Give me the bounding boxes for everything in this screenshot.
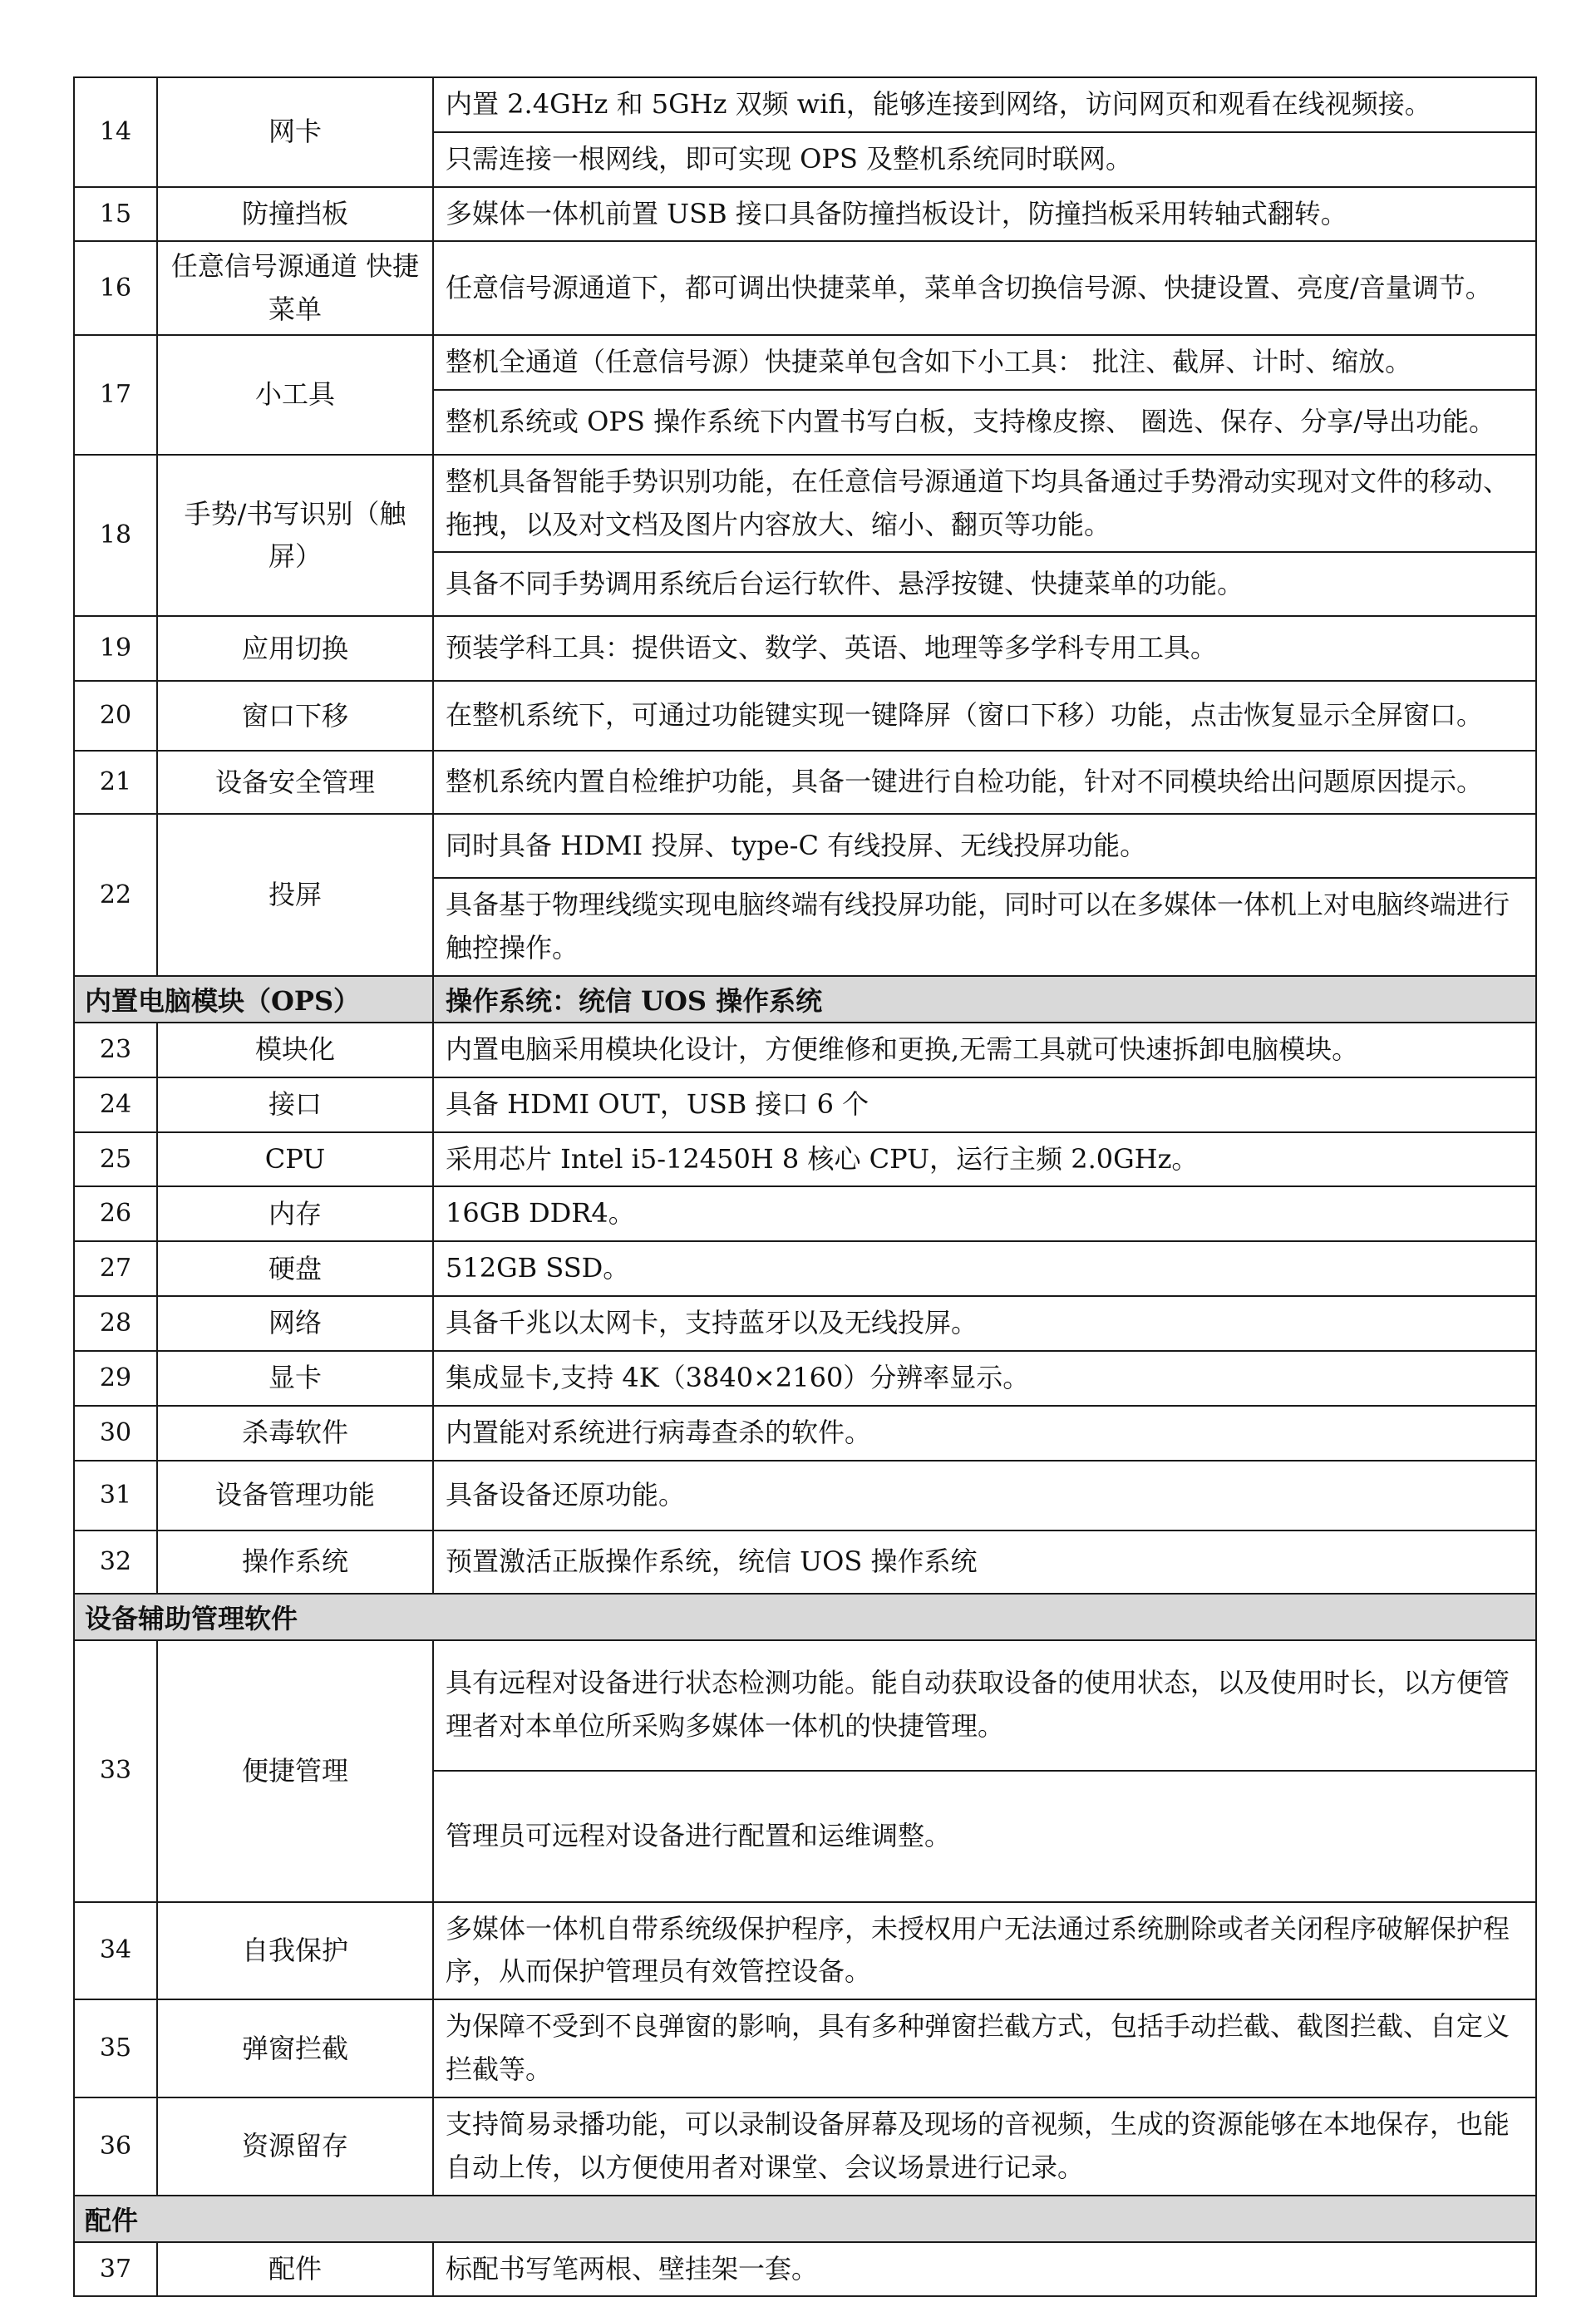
table-row: [74, 241, 1536, 334]
row-name: 投屏: [157, 814, 433, 976]
row-desc: 在整机系统下，可通过功能键实现一键降屏（窗口下移）功能，点击恢复显示全屏窗口。: [433, 681, 1536, 751]
spec-table-body: [74, 77, 1536, 2296]
row-name: 设备管理功能: [157, 1461, 433, 1531]
table-row: [74, 1531, 1536, 1594]
section-row: [74, 2196, 1536, 2242]
table-row: [74, 77, 1536, 132]
row-number: 24: [74, 1077, 157, 1132]
row-desc: 多媒体一体机前置 USB 接口具备防撞挡板设计，防撞挡板采用转轴式翻转。: [433, 187, 1536, 242]
table-row: [74, 681, 1536, 751]
table-row: [74, 1406, 1536, 1461]
row-desc: 只需连接一根网线，即可实现 OPS 及整机系统同时联网。: [433, 132, 1536, 187]
row-name: 接口: [157, 1077, 433, 1132]
table-row: [74, 1461, 1536, 1531]
row-name: CPU: [157, 1132, 433, 1187]
row-desc: 标配书写笔两根、壁挂架一套。: [433, 2242, 1536, 2297]
row-desc: 具备基于物理线缆实现电脑终端有线投屏功能，同时可以在多媒体一体机上对电脑终端进行触控操作。: [433, 878, 1536, 976]
row-desc: 内置能对系统进行病毒查杀的软件。: [433, 1406, 1536, 1461]
table-row: [74, 616, 1536, 681]
row-name: 配件: [157, 2242, 433, 2297]
row-name: 杀毒软件: [157, 1406, 433, 1461]
row-number: 35: [74, 1999, 157, 2097]
row-name: 自我保护: [157, 1902, 433, 2000]
row-number: 23: [74, 1023, 157, 1077]
row-name: 弹窗拦截: [157, 1999, 433, 2097]
row-number: 30: [74, 1406, 157, 1461]
row-desc: 同时具备 HDMI 投屏、type-C 有线投屏、无线投屏功能。: [433, 814, 1536, 878]
row-number: 26: [74, 1186, 157, 1241]
row-number: 19: [74, 616, 157, 681]
row-desc: 内置电脑采用模块化设计，方便维修和更换,无需工具就可快速拆卸电脑模块。: [433, 1023, 1536, 1077]
row-number: 16: [74, 241, 157, 334]
row-desc: 512GB SSD。: [433, 1241, 1536, 1296]
row-number: 34: [74, 1902, 157, 2000]
row-desc: 具备不同手势调用系统后台运行软件、悬浮按键、快捷菜单的功能。: [433, 552, 1536, 616]
table-row: [74, 1023, 1536, 1077]
row-number: 20: [74, 681, 157, 751]
row-desc: 整机全通道（任意信号源）快捷菜单包含如下小工具： 批注、截屏、计时、缩放。: [433, 335, 1536, 390]
row-desc: 具备 HDMI OUT，USB 接口 6 个: [433, 1077, 1536, 1132]
row-desc: 具备设备还原功能。: [433, 1461, 1536, 1531]
row-name: 显卡: [157, 1351, 433, 1406]
row-name: 应用切换: [157, 616, 433, 681]
row-desc: 支持简易录播功能，可以录制设备屏幕及现场的音视频，生成的资源能够在本地保存，也能自动上传，以方便使用者对课堂、会议场景进行记录。: [433, 2097, 1536, 2196]
row-desc: 管理员可远程对设备进行配置和运维调整。: [433, 1771, 1536, 1902]
row-name: 网卡: [157, 77, 433, 187]
table-row: [74, 1640, 1536, 1771]
table-row: [74, 455, 1536, 553]
row-number: 22: [74, 814, 157, 976]
row-number: 31: [74, 1461, 157, 1531]
row-desc: 具备千兆以太网卡，支持蓝牙以及无线投屏。: [433, 1296, 1536, 1351]
row-number: 27: [74, 1241, 157, 1296]
row-number: 28: [74, 1296, 157, 1351]
row-name: 网络: [157, 1296, 433, 1351]
row-number: 33: [74, 1640, 157, 1902]
row-number: 36: [74, 2097, 157, 2196]
table-row: [74, 1296, 1536, 1351]
row-number: 32: [74, 1531, 157, 1594]
row-desc: 整机具备智能手势识别功能，在任意信号源通道下均具备通过手势滑动实现对文件的移动、拖拽，以及对文档及图片内容放大、缩小、翻页等功能。: [433, 455, 1536, 553]
row-number: 25: [74, 1132, 157, 1187]
row-name: 资源留存: [157, 2097, 433, 2196]
section-label: 内置电脑模块（OPS）: [74, 976, 433, 1023]
table-row: [74, 1077, 1536, 1132]
row-name: 内存: [157, 1186, 433, 1241]
table-row: [74, 187, 1536, 242]
row-name: 硬盘: [157, 1241, 433, 1296]
row-desc: 具有远程对设备进行状态检测功能。能自动获取设备的使用状态，以及使用时长，以方便管理者对本单位所采购多媒体一体机的快捷管理。: [433, 1640, 1536, 1771]
row-number: 18: [74, 455, 157, 617]
row-number: 21: [74, 751, 157, 814]
section-label: 配件: [74, 2196, 1536, 2242]
section-label: 设备辅助管理软件: [74, 1594, 1536, 1640]
row-name: 防撞挡板: [157, 187, 433, 242]
table-row: [74, 751, 1536, 814]
table-row: [74, 2097, 1536, 2196]
table-row: [74, 1241, 1536, 1296]
section-row: [74, 1594, 1536, 1640]
row-desc: 预装学科工具：提供语文、数学、英语、地理等多学科专用工具。: [433, 616, 1536, 681]
row-desc: 16GB DDR4。: [433, 1186, 1536, 1241]
table-row: [74, 1351, 1536, 1406]
row-desc: 整机系统内置自检维护功能，具备一键进行自检功能，针对不同模块给出问题原因提示。: [433, 751, 1536, 814]
row-desc: 集成显卡,支持 4K（3840×2160）分辨率显示。: [433, 1351, 1536, 1406]
row-name: 便捷管理: [157, 1640, 433, 1902]
row-name: 任意信号源通道 快捷菜单: [157, 241, 433, 334]
row-name: 模块化: [157, 1023, 433, 1077]
row-name: 小工具: [157, 335, 433, 455]
row-number: 29: [74, 1351, 157, 1406]
row-desc: 多媒体一体机自带系统级保护程序，未授权用户无法通过系统删除或者关闭程序破解保护程序，从而保护管理员有效管控设备。: [433, 1902, 1536, 2000]
row-desc: 为保障不受到不良弹窗的影响，具有多种弹窗拦截方式，包括手动拦截、截图拦截、自定义拦截等。: [433, 1999, 1536, 2097]
table-row: [74, 1186, 1536, 1241]
spec-table: [73, 76, 1537, 2297]
row-desc: 整机系统或 OPS 操作系统下内置书写白板，支持橡皮擦、 圈选、保存、分享/导出功能。: [433, 390, 1536, 455]
table-row: [74, 335, 1536, 390]
table-row: [74, 814, 1536, 878]
row-number: 17: [74, 335, 157, 455]
row-desc: 采用芯片 Intel i5-12450H 8 核心 CPU，运行主频 2.0GHz。: [433, 1132, 1536, 1187]
table-row: [74, 1999, 1536, 2097]
row-name: 窗口下移: [157, 681, 433, 751]
row-desc: 预置激活正版操作系统，统信 UOS 操作系统: [433, 1531, 1536, 1594]
row-number: 37: [74, 2242, 157, 2297]
row-name: 手势/书写识别（触屏）: [157, 455, 433, 617]
row-desc: 任意信号源通道下，都可调出快捷菜单，菜单含切换信号源、快捷设置、亮度/音量调节。: [433, 241, 1536, 334]
row-name: 操作系统: [157, 1531, 433, 1594]
table-row: [74, 1902, 1536, 2000]
section-row: [74, 976, 1536, 1023]
row-desc: 内置 2.4GHz 和 5GHz 双频 wifi，能够连接到网络，访问网页和观看在线视频接。: [433, 77, 1536, 132]
section-desc: 操作系统：统信 UOS 操作系统: [433, 976, 1536, 1023]
table-row: [74, 2242, 1536, 2297]
table-row: [74, 1132, 1536, 1187]
row-number: 14: [74, 77, 157, 187]
row-number: 15: [74, 187, 157, 242]
row-name: 设备安全管理: [157, 751, 433, 814]
